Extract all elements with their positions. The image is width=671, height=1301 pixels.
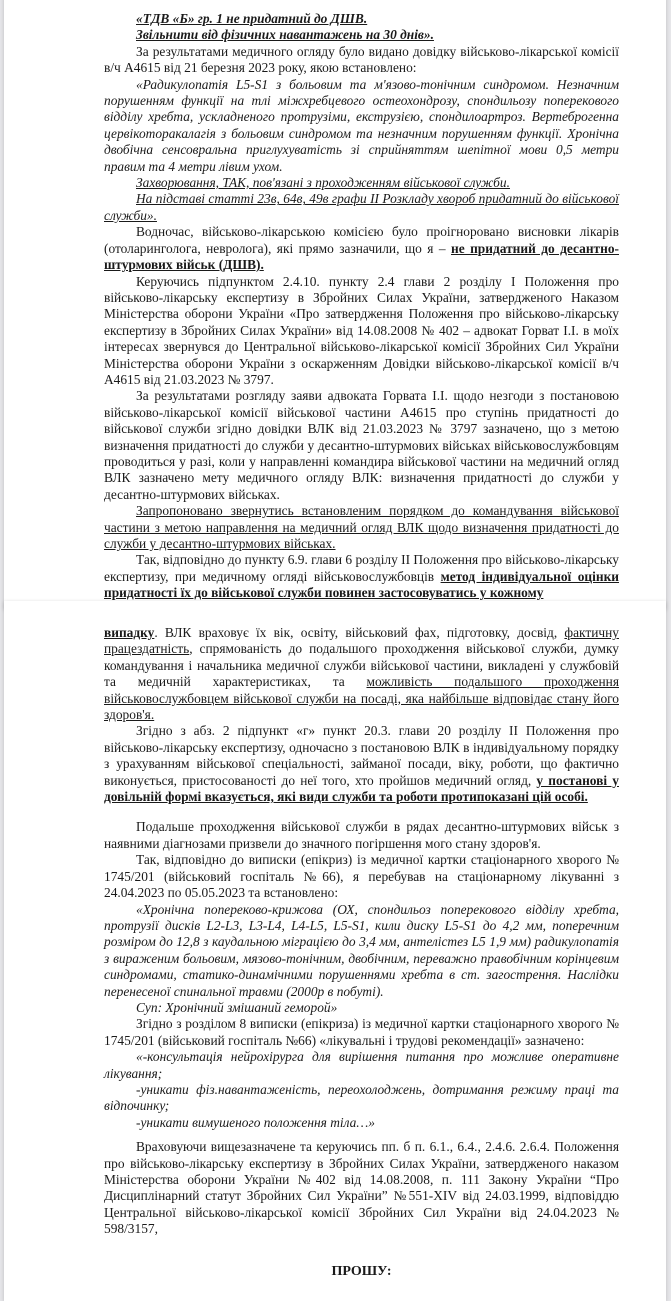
paragraph-health-deterioration: Подальше проходження військової служби в рядах десантно-штурмових військ з наявними діагнозами призвели до значного погіршення мого стану здоров'я.	[104, 819, 619, 851]
paragraph-concomitant: Суп: Хронічний змішаний геморой»	[136, 999, 338, 1015]
emphasis-span: не придатний до десантно-штурмових військ (ДШВ).	[104, 240, 619, 273]
recommendation-item-3: -уникати вимушеного положення тіла…»	[136, 1114, 375, 1130]
text-span: . ВЛК враховує їх вік, освіту, військовий фах, підготовку, досвід,	[154, 625, 565, 640]
paragraph-vlk-considers	[104, 625, 619, 723]
underlined-span: можливість подальшого проходження військовослужбовцем військової служби на посаді, яка найбільше відповідає стану його здоров'я.	[104, 674, 619, 723]
paragraph-epicrisis-diagnosis: «Хронічна попереково-крижова (ОХ, спондильоз поперекового відділу хребта, протрузії дисків L2-L3, L3-L4, L4-L5, L5-S1, кили диску L5-S1 до 4,2 мм, поперечним розміром до 12,8 з каудальною міграцією до 3,4 мм, антелістез L5 1,9 мм) радикулопатія з вираженим больовим, мязово-тонічним, двобічним, переважно правобічним корінцевим синдромами, статико-динамічними порушеннями хребта в ст. загострення. Наслідки перенесеної спинальної травми (2000р в побуті).	[104, 901, 619, 999]
emphasis-span: метод індивідуальної оцінки придатності їх до військової служби повинен застосовуватись у кожному	[104, 568, 619, 601]
paragraph-contraindications	[104, 723, 619, 805]
request-heading: ПРОШУ:	[331, 1263, 392, 1279]
paragraph-medical-exam: За результатами медичного огляду було видано довідку військово-лікарської комісії в/ч А4615 від 21 березня 2023 року, якою встановлено:	[104, 43, 619, 76]
recommendation-item-1: «-консультація нейрохірурга для вирішення питання про можливе оперативне лікування;	[104, 1049, 619, 1081]
paragraph-ignored-conclusions	[104, 224, 619, 273]
text-span: Згідно з абз. 2 підпункт «г» пункт 20.3. глави 20 розділу II Положення про військово-лікарську експертизу, одночасно з постановою ВЛК в індивідуальному порядку з урахуванням військової спеціальності, займаної посади, віку, роботи, що фактично виконується, пристосованості до неї того, хто пройшов медичний огляд,	[104, 723, 619, 788]
paragraph-recommendations-intro: Згідно з розділом 8 виписки (епікриза) із медичної картки стаціонарного хворого № 1745/201 (військовий госпіталь №66) «лікувальні і трудові рекомендації» зазначено:	[104, 1016, 619, 1048]
document-page-1	[4, 0, 666, 609]
recommendation-item-2: -уникати фіз.навантаженість, переохолоджень, дотримання режиму праці та відпочинку;	[104, 1081, 619, 1114]
text-span: , спрямованість до подальшого проходження військової служби, думку командування і начальника медичної служби військової частини, викладені у службовій та медичній характеристиках, та	[104, 641, 619, 690]
paragraph-appeal: Керуючись підпунктом 2.4.10. пункту 2.4 глави 2 розділу I Положення про військово-лікарську експертизу в Збройних Силах України, затвердженого Наказом Міністерства оборони України «Про затвердження Положення про військово-лікарську експертизу в Збройних Силах України» від 14.08.2008 № 402 – адвокат Горват І.І. в моїх інтересах звернувся до Центральної військово-лікарської комісії Збройних Сил України Міністерства оборони України з оскарженням Довідки військово-лікарської комісії в/ч А4615 від 21.03.2023 № 3797.	[104, 273, 619, 387]
spacer	[104, 1131, 619, 1139]
text-span: Так, відповідно до пункту 6.9. глави 6 розділу II Положення про військово-лікарську експертизу, при медичному огляді військовослужбовців	[104, 552, 619, 584]
page-1-content	[104, 11, 619, 602]
underlined-span: фактичну працездатність	[104, 625, 619, 657]
spacer	[104, 805, 619, 819]
paragraph-vlk-decision-2: Звільнити від фізичних навантажень на 30 днів».	[136, 27, 434, 43]
page-2-content	[104, 625, 619, 1280]
paragraph-proposal: Запропоновано звернутись встановленим порядком до командування військової частини з метою направлення на медичний огляд ВЛК щодо визначення придатності до служби у десантно-штурмових військах.	[104, 503, 619, 551]
paragraph-vlk-decision-1: «ТДВ «Б» гр. 1 не придатний до ДШВ.	[136, 11, 368, 26]
emphasis-span: випадку	[104, 625, 155, 640]
paragraph-epicrisis: Так, відповідно до виписки (епікриз) із медичної картки стаціонарного хворого № 1745/201 (військовий госпіталь №66), я перебував на стаціонарному лікуванні з 24.04.2023 по 05.05.2023 та встановлено:	[104, 852, 619, 901]
text-span: Водночас, військово-лікарською комісією було проігноровано висновки лікарів (отоларинголога, невролога), які прямо зазначили, що я –	[104, 224, 619, 256]
paragraph-service-related: Захворювання, ТАК, пов'язані з проходженням військової служби.	[136, 175, 510, 191]
document-page-2	[4, 601, 666, 1301]
paragraph-diagnosis-quote: «Радикулопатія L5-S1 з больовим та м'язово-тонічним синдромом. Незначним порушенням функції на тлі міжхребцевого остеохондрозу, спондильозу поперекового відділу хребта, ускладненого протрузіми, екструзією, спондилоартроз. Вертеброгенна цервікоторакалагія з больовим синдромом та незначним порушенням функції. Хронічна двобічна сенсовральна приглухуватість зі сприйняттям шепітної мови 0,5 метри правим та 4 метри лівим ухом.	[104, 76, 619, 174]
paragraph-individual-assessment	[104, 552, 619, 601]
paragraph-legal-basis: Враховуючи вищезазначене та керуючись пп. б п. 6.1., 6.4., 2.4.6. 2.6.4. Положення про військово-лікарську експертизу в Збройних Силах України, затвердженого наказом Міністерства оборони України №402 від 14.08.2008, п. 111 Закону України “Про Дисциплінарний статут Збройних Сил України” №551-XIV від 24.03.1999, відповіддю Центральної військово-лікарської комісії Збройних Сил України від 24.04.2023 № 598/3157,	[104, 1139, 619, 1237]
paragraph-fitness-basis: На підставі статті 23в, 64в, 49в графи II Розкладу хвороб придатний до військової служби».	[104, 191, 619, 223]
paragraph-appeal-result: За результатами розгляду заяви адвоката Горвата І.І. щодо незгоди з постановою військово-лікарської комісії військової частини А4615 про ступінь придатності до військової служби згідно довідки ВЛК від 21.03.2023 № 3797 зазначено, що з метою визначення придатності до служби у десантно-штурмових військах військовослужбовцям проводиться у разі, коли у направленні командира військової частини на медичний огляд ВЛК зазначено мету медичного огляду ВЛК: визначення придатності до служби у десантно-штурмових військах.	[104, 388, 619, 502]
emphasis-span: у постанові у довільній формі вказується, які види служби та роботи протипоказані цій особі.	[104, 772, 619, 805]
